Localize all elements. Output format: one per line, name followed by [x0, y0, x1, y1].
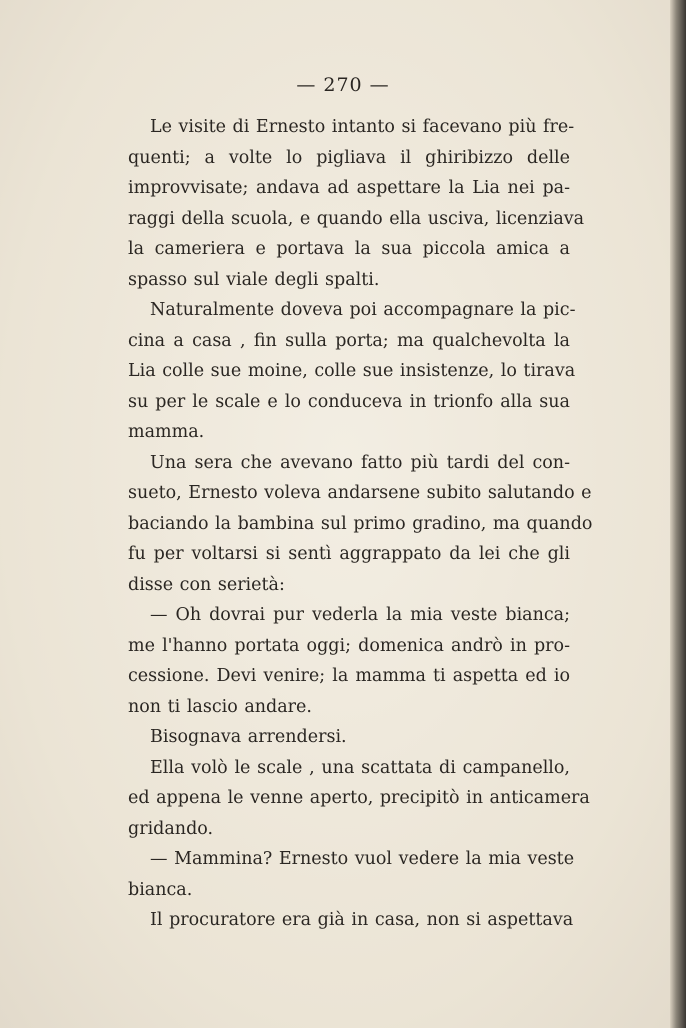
text-line: sueto, Ernesto voleva andarsene subito salutando e: [128, 483, 592, 503]
text-line: raggi della scuola, e quando ella usciva, licenziava: [128, 208, 585, 229]
text-line: la cameriera e portava la sua piccola amica a: [128, 239, 570, 259]
text-line: quenti; a volte lo pigliava il ghiribizzo delle: [128, 147, 570, 168]
page-edge-shadow: [670, 0, 686, 1028]
text-line: cina a casa , fin sulla porta; ma qualchevolta la: [128, 330, 570, 351]
text-line: Bisognava arrendersi.: [150, 727, 347, 747]
text-line: gridando.: [128, 818, 214, 839]
text-line: me l'hanno portata oggi; domenica andrò in pro-: [128, 635, 570, 656]
body-text: [128, 112, 593, 936]
text-line: Il procuratore era già in casa, non si aspettava: [150, 910, 574, 930]
text-line: bianca.: [128, 879, 193, 900]
text-line: Naturalmente doveva poi accompagnare la pic-: [150, 300, 576, 320]
text-line: Le visite di Ernesto intanto si facevano più fre-: [150, 117, 575, 137]
text-line: non ti lascio andare.: [128, 696, 312, 717]
text-line: disse con serietà:: [128, 574, 285, 595]
text-line: Lia colle sue moine, colle sue insistenze, lo tirava: [128, 361, 576, 381]
text-line: — Mammina? Ernesto vuol vedere la mia veste: [150, 849, 575, 869]
text-line: cessione. Devi venire; la mamma ti aspetta ed io: [128, 666, 570, 686]
text-line: fu per voltarsi si sentì aggrappato da lei che gli: [128, 544, 570, 564]
text-line: Una sera che avevano fatto più tardi del con-: [150, 452, 570, 473]
text-line: spasso sul viale degli spalti.: [128, 269, 380, 290]
text-line: improvvisate; andava ad aspettare la Lia nei pa-: [128, 178, 570, 198]
text-line: su per le scale e lo conduceva in trionfo alla sua: [128, 391, 570, 412]
text-line: ed appena le venne aperto, precipitò in anticamera: [128, 788, 590, 808]
text-line: — Oh dovrai pur vederla la mia veste bianca;: [150, 605, 570, 625]
text-line: Ella volò le scale , una scattata di campanello,: [150, 757, 570, 778]
text-line: baciando la bambina sul primo gradino, ma quando: [128, 513, 593, 534]
text-line: mamma.: [128, 422, 205, 442]
page-number: — 270 —: [296, 74, 390, 96]
